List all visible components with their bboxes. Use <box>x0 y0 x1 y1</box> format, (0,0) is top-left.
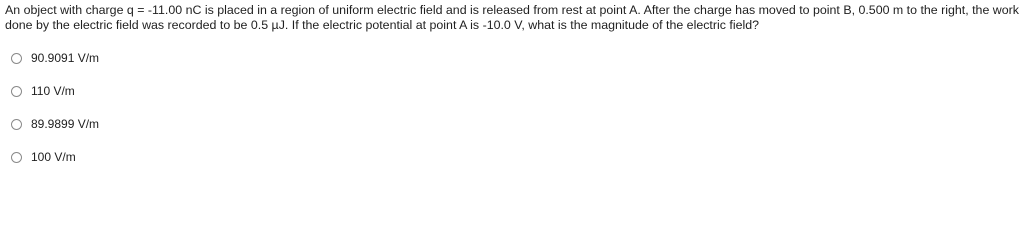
radio-button[interactable] <box>11 152 22 163</box>
radio-button[interactable] <box>11 119 22 130</box>
answer-option-label: 110 V/m <box>31 84 75 98</box>
answer-option-2[interactable] <box>11 83 99 99</box>
answer-options <box>11 50 99 182</box>
answer-option-1[interactable] <box>11 50 99 66</box>
answer-option-3[interactable] <box>11 116 99 132</box>
radio-button[interactable] <box>11 53 22 64</box>
answer-option-4[interactable] <box>11 149 99 165</box>
question-text: An object with charge q = -11.00 nC is placed in a region of uniform electric field and is released from rest at point A. After the charge has moved to point B, 0.500 m to the right, the work done by the electric field was recorded to be 0.5 µJ. If the electric potential at point A is -10.0 V, what is the magnitude of the electric field? <box>5 3 1019 32</box>
answer-option-label: 89.9899 V/m <box>31 117 100 131</box>
radio-button[interactable] <box>11 86 22 97</box>
answer-option-label: 100 V/m <box>31 150 76 164</box>
answer-option-label: 90.9091 V/m <box>31 51 100 65</box>
